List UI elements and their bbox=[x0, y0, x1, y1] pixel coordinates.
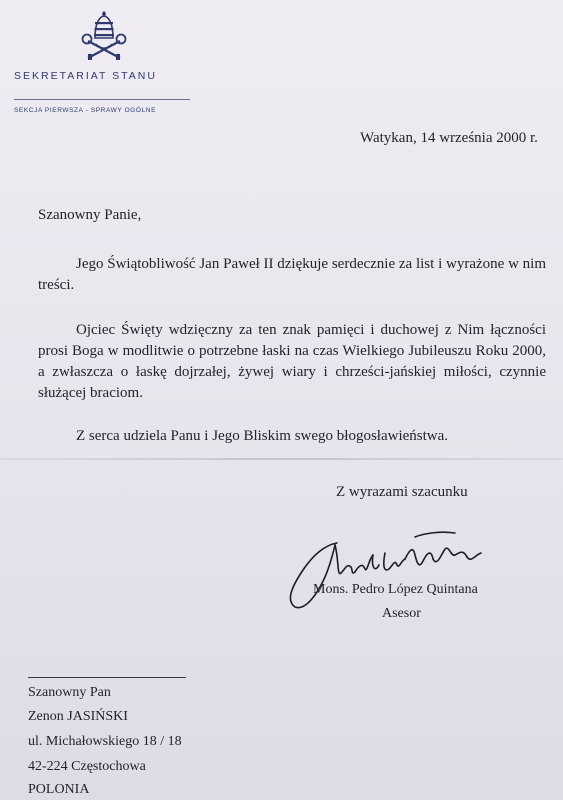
address-salutation: Szanowny Pan bbox=[28, 685, 111, 700]
address-country: POLONIA bbox=[28, 782, 90, 797]
letterhead-section: SEKCJA PIERWSZA - SPRAWY OGÓLNE bbox=[14, 107, 157, 114]
greeting: Szanowny Panie, bbox=[38, 207, 142, 223]
closing-line: Z wyrazami szacunku bbox=[336, 484, 468, 500]
signatory-name: Mons. Pedro López Quintana bbox=[313, 582, 478, 597]
date-line: Watykan, 14 września 2000 r. bbox=[360, 130, 538, 146]
letterhead-office: SEKRETARIAT STANU bbox=[14, 70, 157, 82]
address-city: 42-224 Częstochowa bbox=[28, 759, 146, 774]
papal-keys-tiara-icon bbox=[76, 8, 132, 64]
address-rule bbox=[28, 677, 186, 678]
body-paragraph-3: Z serca udziela Panu i Jego Bliskim swego błogosławieństwa. bbox=[76, 428, 449, 444]
handwritten-signature bbox=[255, 515, 495, 625]
body-paragraph-1: Jego Świątobliwość Jan Paweł II dziękuje serdecznie za list i wyrażone w nim treści. bbox=[38, 256, 546, 293]
body-paragraph-2: Ojciec Święty wdzięczny za ten znak pamięci i duchowej z Nim łączności prosi Boga w modlitwie o potrzebne łaski na czas Wielkiego Jubileuszu Roku 2000, a zwłaszcza o łaskę dojrzałej, żywej wiary i chrześci-jańskiej miłości, czynnie służącej braciom. bbox=[38, 322, 546, 401]
signatory-title: Asesor bbox=[382, 606, 421, 621]
paper-fold-line bbox=[0, 458, 563, 460]
address-street: ul. Michałowskiego 18 / 18 bbox=[28, 734, 182, 749]
address-name: Zenon JASIŃSKI bbox=[28, 709, 128, 724]
letterhead-rule bbox=[14, 99, 190, 100]
